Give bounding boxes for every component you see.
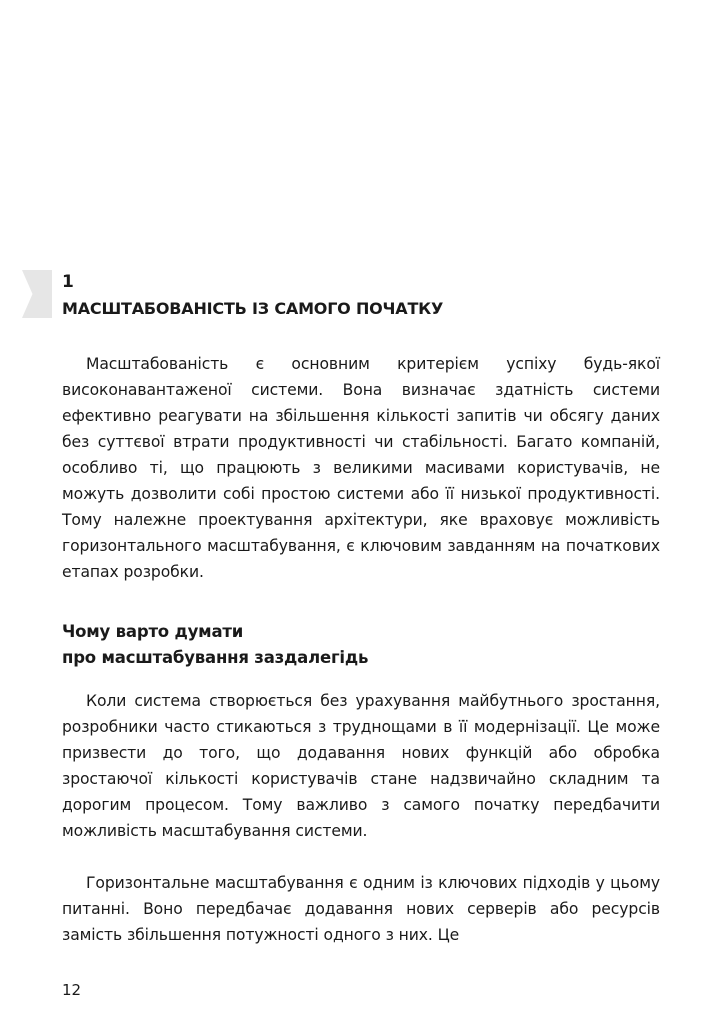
section-heading-line-2: про масштабування заздалегідь bbox=[62, 648, 369, 667]
chapter-number: 1 bbox=[62, 272, 74, 292]
intro-paragraph: Масштабованість є основним критерієм успіху будь-якої високонавантаженої системи. Вона визначає здатність системи ефективно реагувати на збільшення кількості запитів чи обсягу даних без суттєвої втрати продуктивності чи стабільності. Багато компаній, особливо ті, що працюють з великими масивами користувачів, не можуть дозволити собі простою системи або її низької продуктивності. Тому належне проектування архітектури, яке враховує можливість горизонтального масштабування, є ключовим завданням на початкових етапах розробки. bbox=[62, 355, 660, 581]
section-paragraph-1: Коли система створюється без урахування майбутнього зростання, розробники часто стикаються з труднощами в її модернізації. Це може призвести до того, що додавання нових функцій або обробка зростаючої кількості користувачів стане надзвичайно складним та дорогим процесом. Тому важливо з самого початку передбачити можливість масштабування системи. bbox=[62, 692, 660, 840]
chapter-marker bbox=[22, 270, 52, 318]
chapter-title: МАСШТАБОВАНІСТЬ ІЗ САМОГО ПОЧАТКУ bbox=[62, 299, 444, 318]
section-paragraph-2: Горизонтальне масштабування є одним із ключових підходів у цьому питанні. Воно передбачає додавання нових серверів або ресурсів замість збільшення потужності одного з них. Це bbox=[62, 874, 660, 944]
section-heading bbox=[62, 619, 660, 671]
section-heading-line-1: Чому варто думати bbox=[62, 622, 244, 641]
page-number: 12 bbox=[62, 981, 82, 999]
